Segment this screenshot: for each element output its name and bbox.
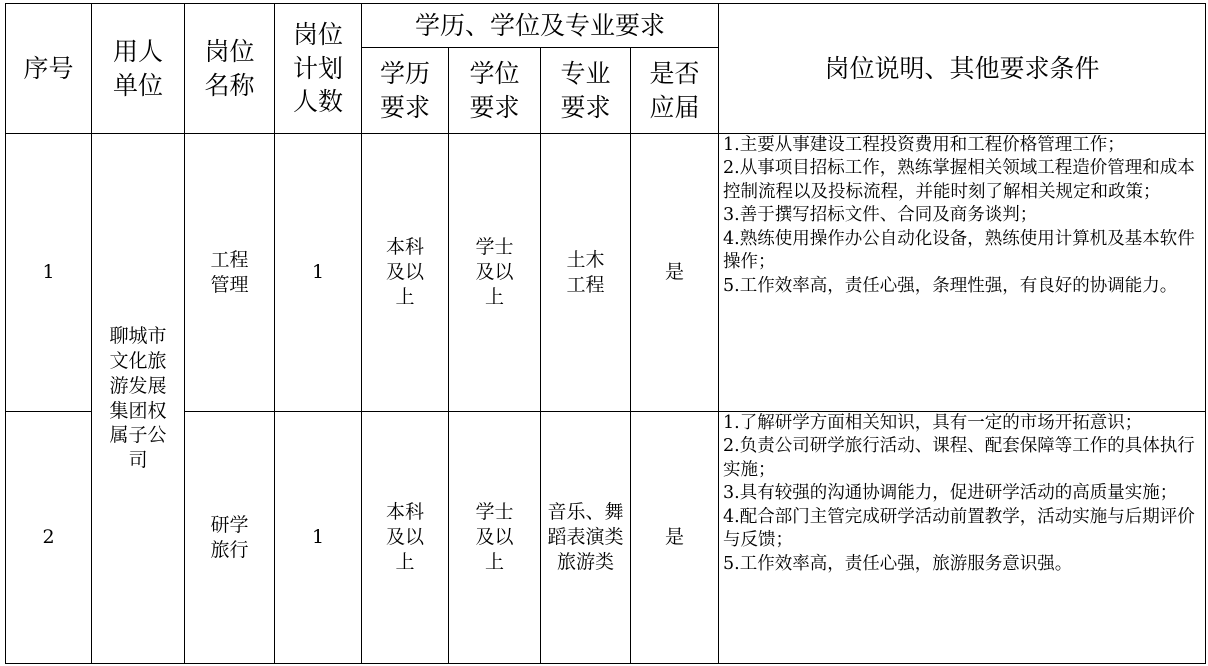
header-description: 岗位说明、其他要求条件: [719, 4, 1206, 134]
row-description: [719, 412, 1206, 664]
description-line: 1.了解研学方面相关知识，具有一定的市场开拓意识；: [723, 413, 1143, 433]
header-major: 专业要求: [541, 48, 631, 134]
row-position: 研学旅行: [185, 412, 275, 664]
description-line: 2.负责公司研学旅行活动、课程、配套保障等工作的具体执行实施；: [723, 436, 1195, 480]
job-requirements-table: [5, 3, 1206, 664]
row-seq: 1: [6, 134, 92, 412]
header-education: 学历要求: [362, 48, 449, 134]
description-line: 5.工作效率高，责任心强，旅游服务意识强。: [723, 553, 1073, 574]
row-major: 土木工程: [541, 134, 631, 412]
row-seq: 2: [6, 412, 92, 664]
header-fresh: 是否应届: [631, 48, 719, 134]
row-major: 音乐、舞蹈表演类旅游类: [541, 412, 631, 664]
unit-name: 聊城市文化旅游发展集团权属子公司: [92, 134, 185, 664]
description-line: 3.具有较强的沟通协调能力，促进研学活动的高质量实施；: [723, 483, 1178, 504]
table-row: [6, 134, 1206, 412]
header-position: 岗位名称: [185, 4, 275, 134]
row-fresh: 是: [631, 412, 719, 664]
row-education: 本科及以上: [362, 412, 449, 664]
description-line: 4.熟练使用操作办公自动化设备，熟练使用计算机及基本软件操作；: [723, 228, 1195, 273]
header-unit: 用人单位: [92, 4, 185, 134]
row-fresh: 是: [631, 134, 719, 412]
row-degree: 学士及以上: [449, 412, 541, 664]
row-degree: 学士及以上: [449, 134, 541, 412]
description-line: 4.配合部门主管完成研学活动前置教学，活动实施与后期评价与反馈；: [723, 506, 1195, 551]
row-planned: 1: [275, 134, 362, 412]
header-seq: 序号: [6, 4, 92, 134]
description-line: 5.工作效率高，责任心强，条理性强，有良好的协调能力。: [723, 275, 1178, 296]
header-requirements-group: 学历、学位及专业要求: [362, 4, 719, 48]
description-line: 2.从事项目招标工作，熟练掌握相关领域工程造价管理和成本控制流程以及投标流程，并能时刻了解相关规定和政策；: [723, 158, 1195, 202]
table-row: [6, 412, 1206, 664]
header-planned: 岗位计划人数: [275, 4, 362, 134]
header-degree: 学位要求: [449, 48, 541, 134]
row-description: [719, 134, 1206, 412]
row-position: 工程管理: [185, 134, 275, 412]
row-education: 本科及以上: [362, 134, 449, 412]
description-line: 1.主要从事建设工程投资费用和工程价格管理工作；: [723, 135, 1125, 155]
description-line: 3.善于撰写招标文件、合同及商务谈判；: [723, 205, 1038, 226]
row-planned: 1: [275, 412, 362, 664]
